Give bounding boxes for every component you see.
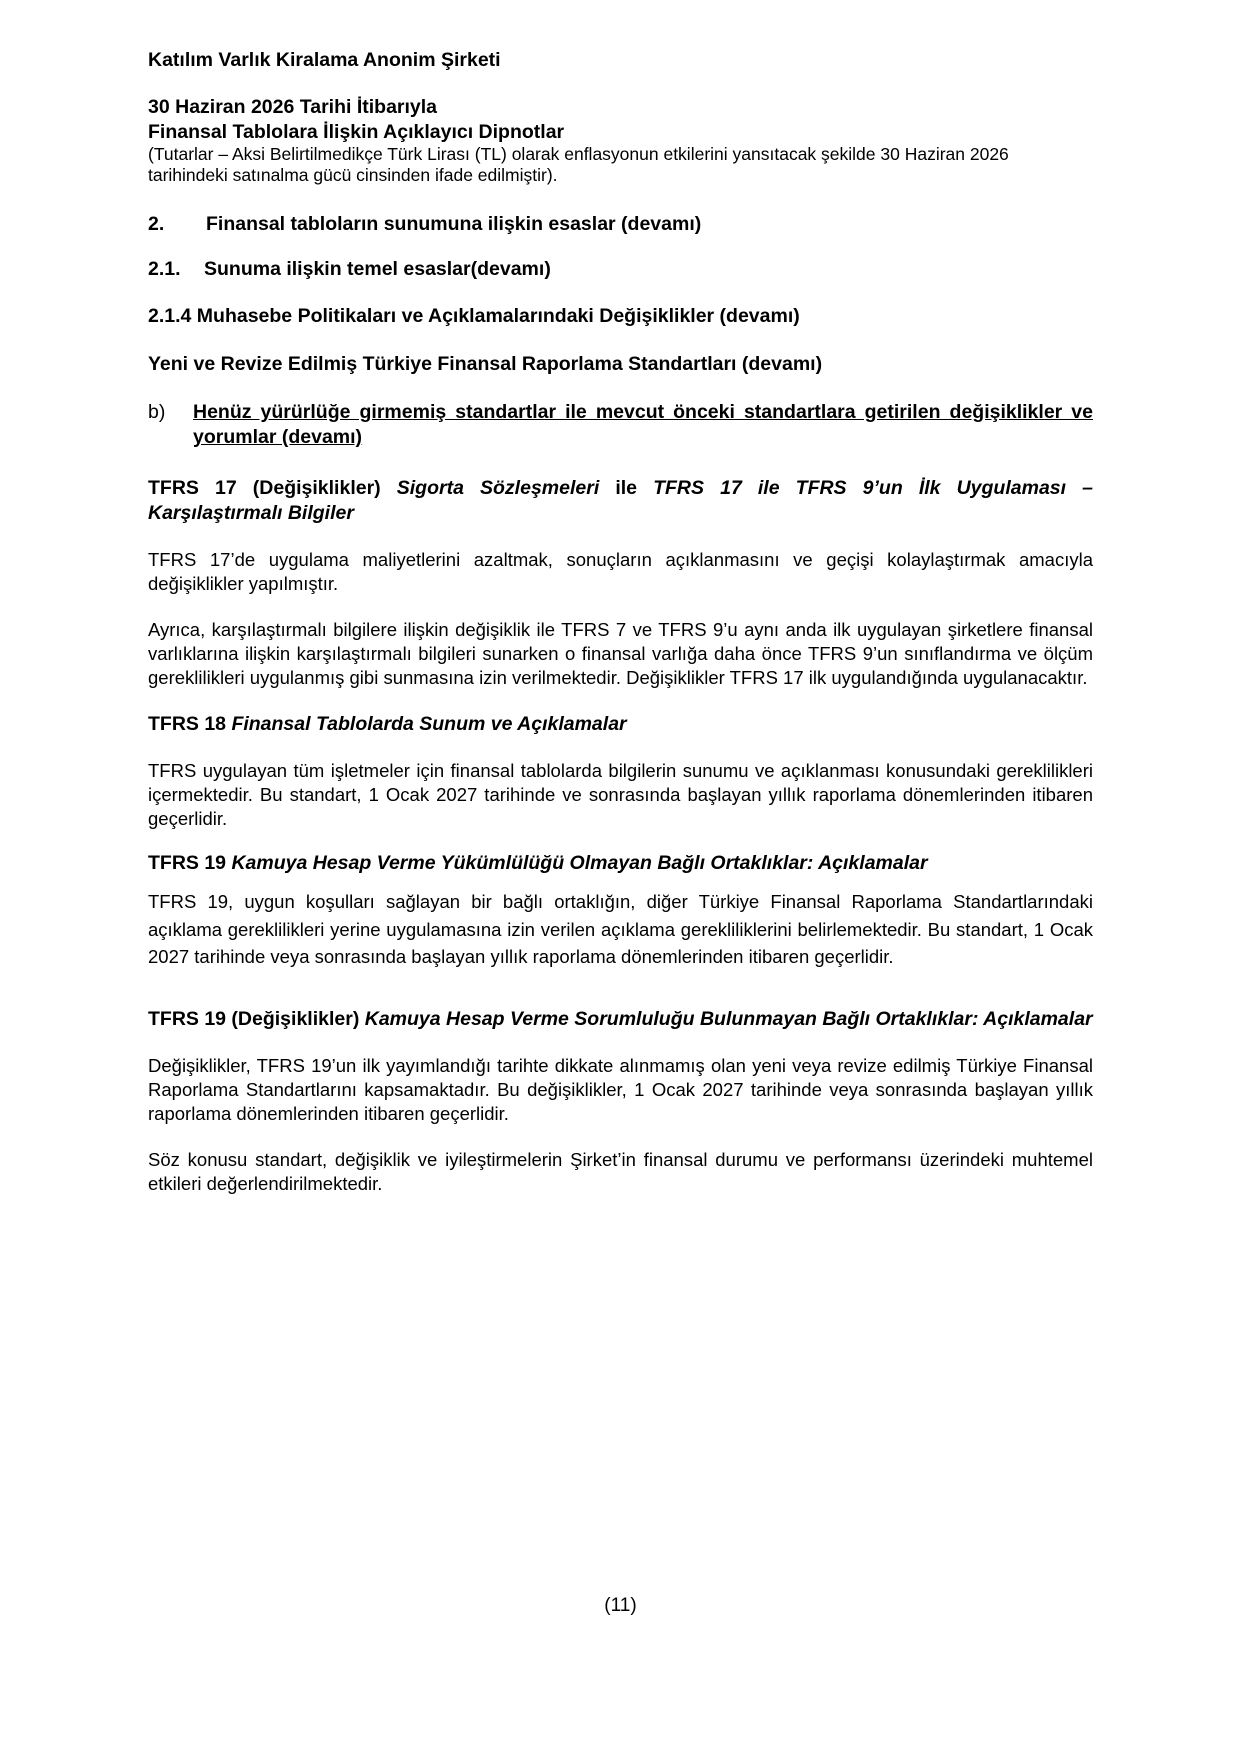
section-2-1-title: Sunuma ilişkin temel esaslar(devamı) [204,258,551,280]
tfrs19-heading-part2: Kamuya Hesap Verme Yükümlülüğü Olmayan Bağlı Ortaklıklar: Açıklamalar [231,852,928,874]
page-number: (11) [604,1595,637,1616]
list-item-b-text: Henüz yürürlüğe girmemiş standartlar ile mevcut önceki standartlara getirilen değişiklikler ve yorumlar (devamı) [193,401,1093,448]
section-2-1-heading [148,257,1093,282]
tfrs19-paragraph: TFRS 19, uygun koşulları sağlayan bir bağlı ortaklığın, diğer Türkiye Finansal Raporlama Standartlarındaki açıklama gereklilikleri yerine uygulamasına izin verilen açıklama gerekliliklerini belirlemektedir. Bu standart, 1 Ocak 2027 tarihinde veya sonrasında başlayan yıllık raporlama dönemlerinden itibaren geçerlidir. [148,891,1093,967]
section-2-1-number: 2.1. [148,258,181,280]
tfrs17-paragraph-1: TFRS 17’de uygulama maliyetlerini azaltmak, sonuçların açıklanmasını ve geçişi kolaylaştırmak amacıyla değişiklikler yapılmıştır. [148,549,1093,594]
tfrs18-paragraph: TFRS uygulayan tüm işletmeler için finansal tablolarda bilgilerin sunumu ve açıklanması konusundaki gereklilikleri içermektedir. Bu standart, 1 Ocak 2027 tarihinde ve sonrasında başlayan yıllık raporlama dönemlerinden itibaren geçerlidir. [148,760,1093,829]
tfrs17-heading-part2: Sigorta Sözleşmeleri [396,477,600,499]
tfrs18-heading-part1: TFRS 18 [148,713,232,735]
report-date: 30 Haziran 2026 Tarihi İtibarıyla [148,96,438,118]
tfrs17-paragraph-2: Ayrıca, karşılaştırmalı bilgilere ilişkin değişiklik ile TFRS 7 ve TFRS 9’u aynı anda ilk uygulayan şirketlere finansal varlıklarına ilişkin karşılaştırmalı bilgileri sunarken o finansal varlığa daha önce TFRS 9’un sınıflandırma ve ölçüm gereklilikleri uygulanmış gibi sunmasına izin verilmektedir. Değişiklikler TFRS 17 ilk uygulandığında uygulanacaktır. [148,619,1093,688]
section-2-number: 2. [148,213,165,235]
notes-title: Finansal Tablolara İlişkin Açıklayıcı Dipnotlar [148,121,565,143]
company-name: Katılım Varlık Kiralama Anonim Şirketi [148,49,501,71]
section-2-heading [148,212,1093,237]
list-item-b [148,400,1093,450]
tfrs19-amendments-heading-part2: Kamuya Hesap Verme Sorumluluğu Bulunmayan Bağlı Ortaklıklar: Açıklamalar [364,1007,1093,1030]
tfrs17-heading-part3: ile [599,477,654,499]
tfrs18-heading-part2: Finansal Tablolarda Sunum ve Açıklamalar [231,713,627,735]
tfrs19-amendments-paragraph-2: Söz konusu standart, değişiklik ve iyileştirmelerin Şirket’in finansal durumu ve performansı üzerindeki muhtemel etkileri değerlendirilmektedir. [148,1148,1093,1194]
tfrs19-amendments-heading-part1: TFRS 19 (Değişiklikler) [148,1007,365,1030]
tfrs19-heading-part1: TFRS 19 [148,852,232,874]
tfrs18-heading [148,712,1093,737]
tfrs19-amendments-heading [148,1007,1093,1032]
standards-heading: Yeni ve Revize Edilmiş Türkiye Finansal Raporlama Standartları (devamı) [148,353,823,375]
section-2-title: Finansal tabloların sunumuna ilişkin esaslar (devamı) [206,213,702,235]
document-page [148,48,1093,1196]
currency-note: (Tutarlar – Aksi Belirtilmedikçe Türk Lirası (TL) olarak enflasyonun etkilerini yansıtacak şekilde 30 Haziran 2026 tarihindeki satınalma gücü cinsinden ifade edilmiştir). [148,144,1009,185]
section-2-1-4-heading: 2.1.4 Muhasebe Politikaları ve Açıklamalarındaki Değişiklikler (devamı) [148,305,800,327]
list-item-b-label: b) [148,401,166,423]
tfrs17-heading [148,476,1093,526]
tfrs17-heading-part4: TFRS 17 ile TFRS 9’un İlk Uygulaması – Karşılaştırmalı Bilgiler [148,477,1093,524]
tfrs19-amendments-paragraph-1: Değişiklikler, TFRS 19’un ilk yayımlandığı tarihte dikkate alınmamış olan yeni veya revize edilmiş Türkiye Finansal Raporlama Standartlarını kapsamaktadır. Bu değişiklikler, 1 Ocak 2027 tarihinde veya sonrasında başlayan yıllık raporlama dönemlerinden itibaren geçerlidir. [148,1054,1093,1124]
tfrs19-heading [148,851,1093,876]
tfrs17-heading-part1: TFRS 17 (Değişiklikler) [148,477,397,499]
